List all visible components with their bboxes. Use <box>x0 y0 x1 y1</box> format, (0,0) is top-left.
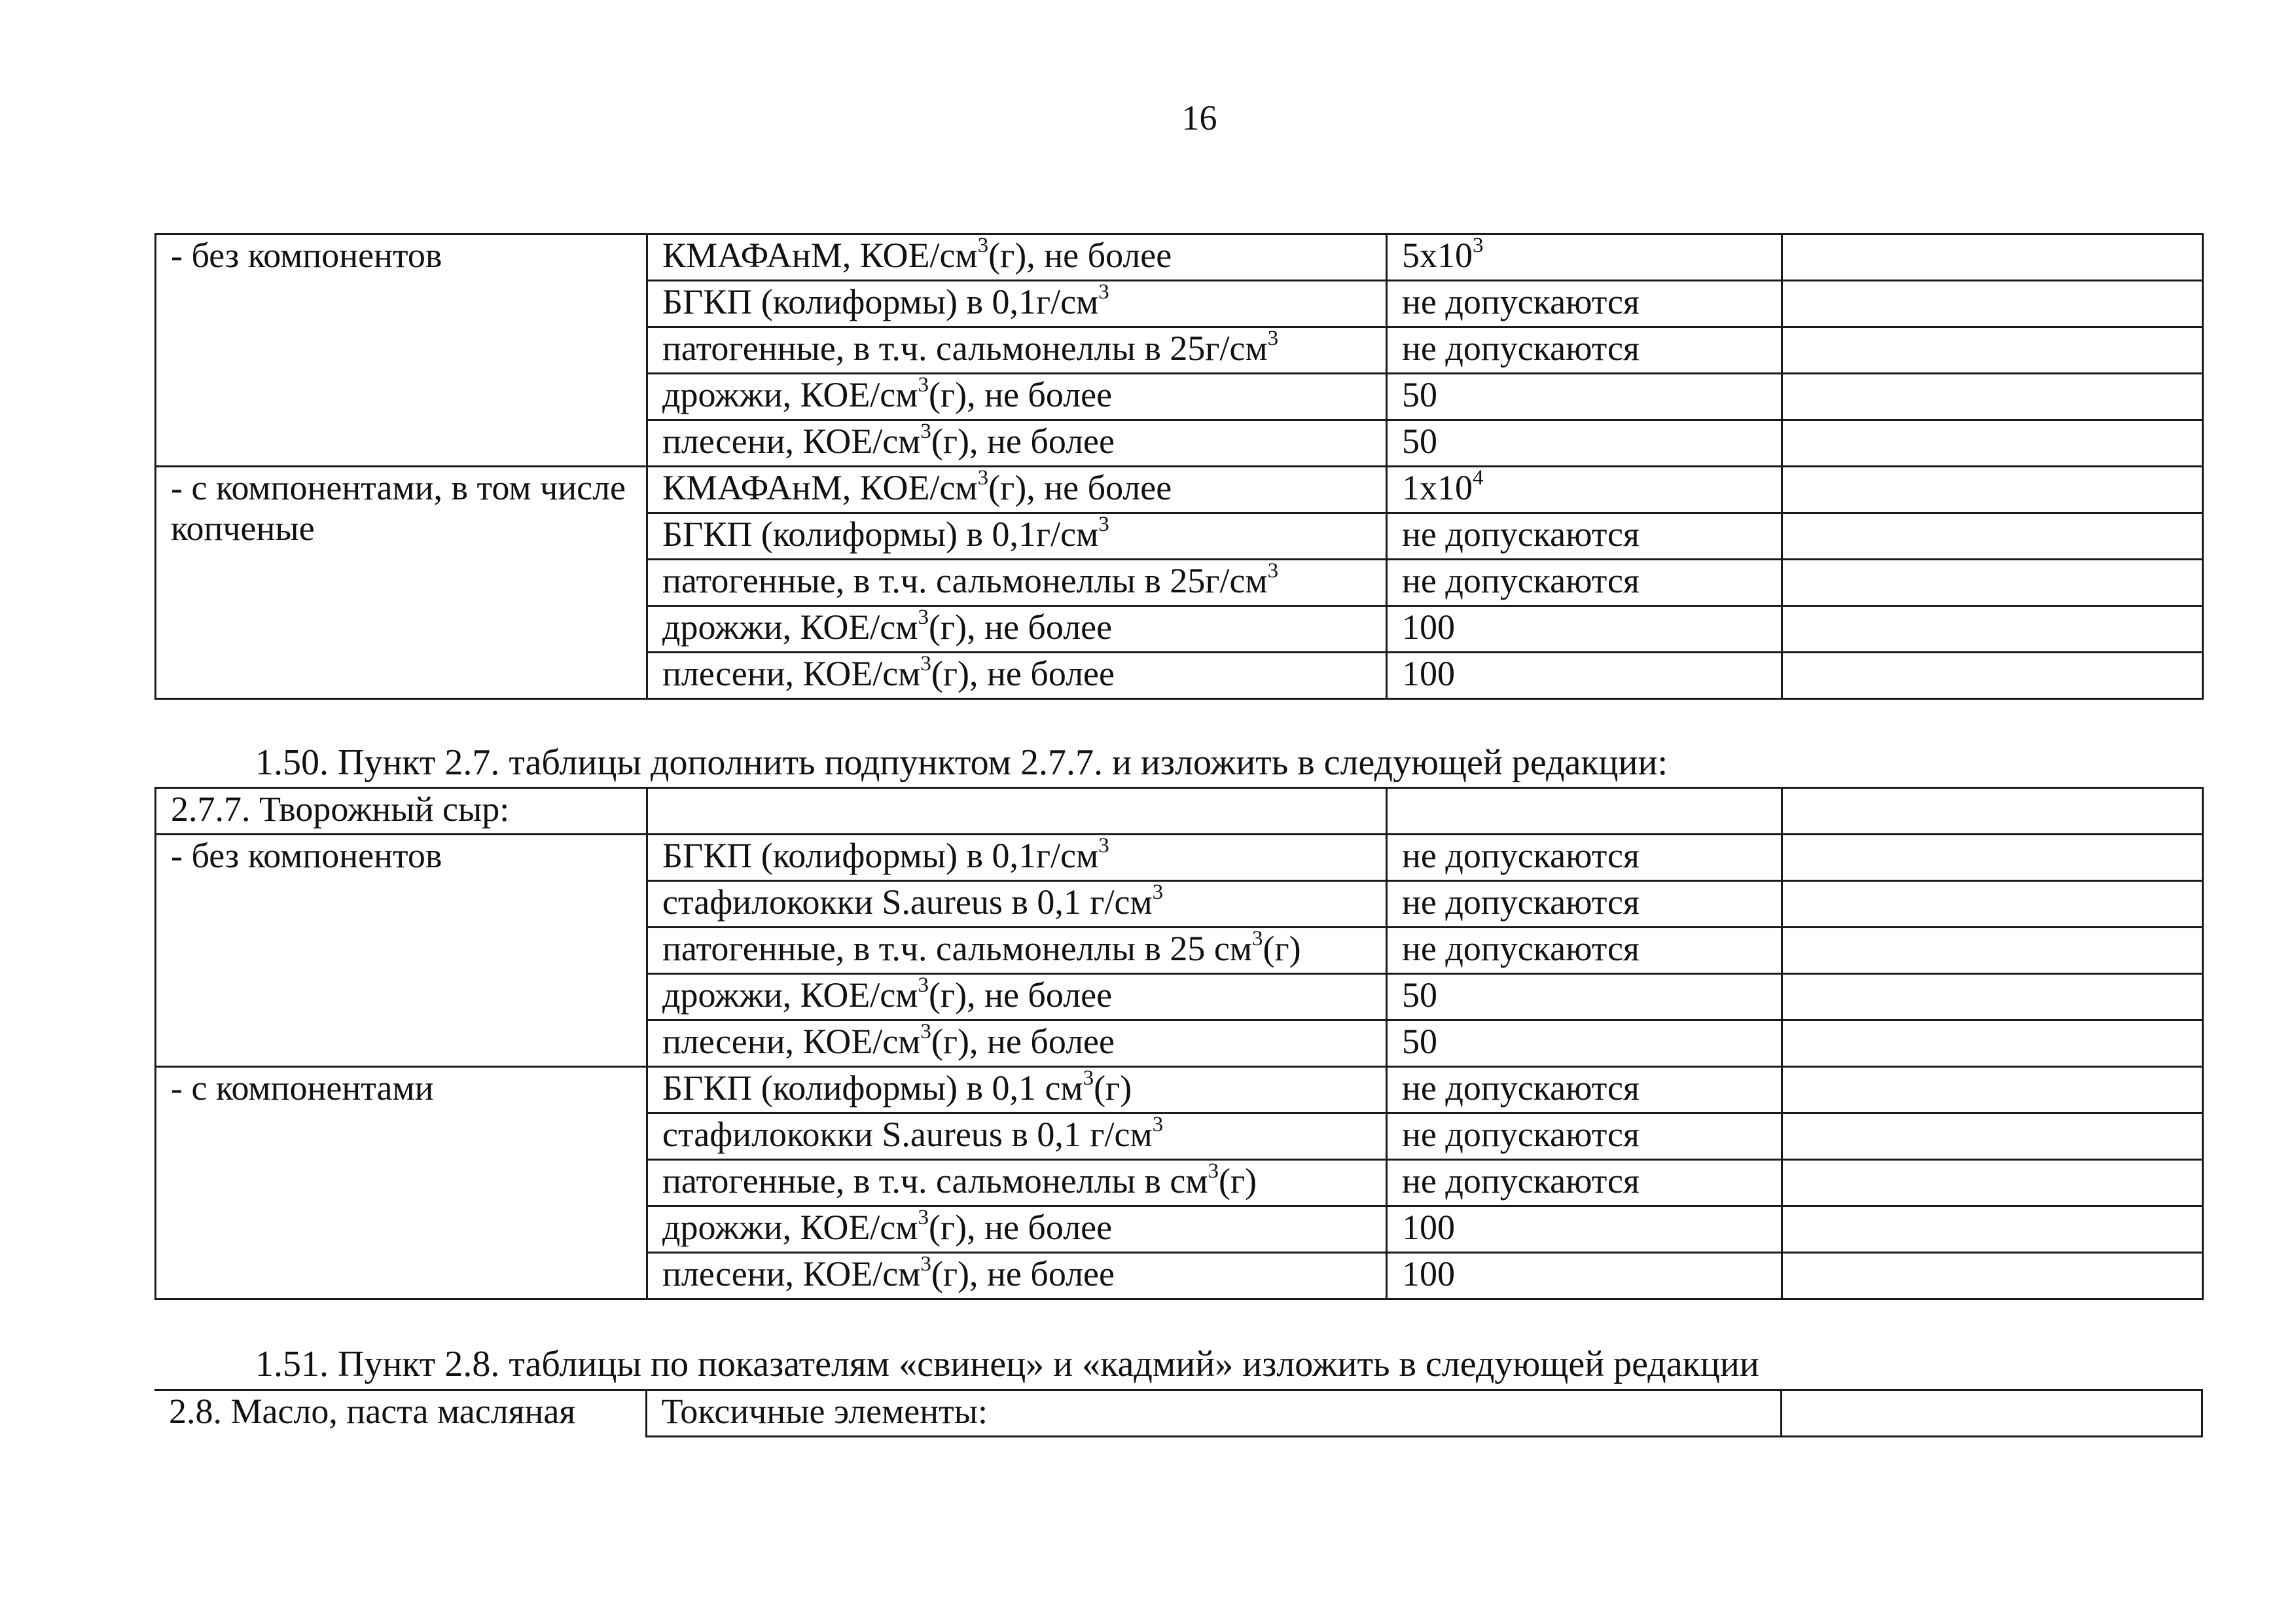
empty-cell <box>1782 835 2203 881</box>
indicator-superscript: 3 <box>1252 927 1263 950</box>
indicator-tail: (г), не более <box>931 1022 1115 1061</box>
value-text: не допускаются <box>1402 561 1640 600</box>
toxic-elements-table <box>154 1389 2203 1437</box>
indicator-cell <box>647 974 1387 1020</box>
indicator-text: плесени, КОЕ/см <box>662 1254 921 1293</box>
value-text: не допускаются <box>1402 929 1640 968</box>
value-superscript: 4 <box>1473 466 1484 490</box>
value-text: 50 <box>1402 1022 1437 1061</box>
indicator-cell <box>647 835 1387 881</box>
category-cell: - с компонентами, в том числе копченые <box>156 467 647 699</box>
indicator-superscript: 3 <box>1267 327 1279 350</box>
indicator-superscript: 3 <box>1267 559 1279 583</box>
value-cell <box>1387 1020 1782 1067</box>
indicator-text: плесени, КОЕ/см <box>662 1022 921 1061</box>
indicator-tail: (г), не более <box>931 1254 1115 1293</box>
empty-cell <box>1782 788 2203 835</box>
instruction-1-50: 1.50. Пункт 2.7. таблицы дополнить подпунктом 2.7.7. и изложить в следующей редакции: <box>255 742 1668 783</box>
value-text: не допускаются <box>1402 882 1640 922</box>
empty-cell <box>1782 234 2203 281</box>
page-number: 16 <box>1181 98 1217 137</box>
indicator-cell <box>647 420 1387 467</box>
indicator-text: дрожжи, КОЕ/см <box>662 975 918 1015</box>
empty-cell <box>1782 467 2203 513</box>
value-cell <box>1387 467 1782 513</box>
empty-cell <box>1782 653 2203 699</box>
value-text: не допускаются <box>1402 514 1640 554</box>
indicator-cell <box>647 1020 1387 1067</box>
value-cell <box>1387 928 1782 974</box>
value-cell <box>1387 1253 1782 1299</box>
empty-cell <box>1781 1390 2202 1437</box>
microbiology-table-cheese <box>154 233 2204 700</box>
empty-cell <box>1782 281 2203 327</box>
table-header-row <box>156 788 2203 835</box>
value-text: не допускаются <box>1402 1161 1640 1200</box>
indicator-tail: (г), не более <box>928 375 1113 414</box>
indicator-cell <box>647 881 1387 928</box>
empty-cell <box>1387 788 1782 835</box>
indicator-tail: (г) <box>1263 929 1301 968</box>
indicator-text: БГКП (колиформы) в 0,1 см <box>662 1068 1083 1108</box>
value-cell <box>1387 974 1782 1020</box>
value-cell <box>1387 606 1782 653</box>
value-text: 50 <box>1402 422 1437 461</box>
table-row <box>154 1390 2202 1437</box>
indicator-superscript: 3 <box>918 1206 929 1229</box>
indicator-text: патогенные, в т.ч. сальмонеллы в 25 см <box>662 929 1252 968</box>
value-text: 50 <box>1402 375 1437 414</box>
instruction-1-51: 1.51. Пункт 2.8. таблицы по показателям «свинец» и «кадмий» изложить в следующей редакции <box>255 1344 1759 1384</box>
indicator-superscript: 3 <box>977 234 989 257</box>
product-cell: 2.8. Масло, паста масляная <box>154 1390 646 1437</box>
category-cell: - без компонентов <box>156 835 647 1067</box>
indicator-cell: Токсичные элементы: <box>646 1390 1781 1437</box>
indicator-cell <box>647 1113 1387 1160</box>
indicator-cell <box>647 653 1387 699</box>
indicator-tail: (г), не более <box>928 975 1113 1015</box>
value-text: не допускаются <box>1402 1068 1640 1108</box>
indicator-cell <box>647 374 1387 420</box>
value-text: 100 <box>1402 1208 1455 1247</box>
table-row <box>156 234 2203 281</box>
indicator-superscript: 3 <box>920 1020 931 1043</box>
value-text: не допускаются <box>1402 282 1640 321</box>
value-text: 100 <box>1402 607 1455 647</box>
indicator-cell <box>647 560 1387 606</box>
category-cell: - без компонентов <box>156 234 647 467</box>
indicator-text: плесени, КОЕ/см <box>662 422 921 461</box>
indicator-text: БГКП (колиформы) в 0,1г/см <box>662 836 1099 875</box>
indicator-superscript: 3 <box>1152 1113 1164 1136</box>
indicator-cell <box>647 1067 1387 1113</box>
indicator-superscript: 3 <box>1208 1159 1219 1183</box>
indicator-tail: (г), не более <box>931 422 1115 461</box>
indicator-tail: (г), не более <box>988 236 1172 275</box>
value-cell <box>1387 1206 1782 1253</box>
indicator-cell <box>647 513 1387 560</box>
value-text: 100 <box>1402 1254 1455 1293</box>
indicator-cell <box>647 928 1387 974</box>
value-cell <box>1387 653 1782 699</box>
empty-cell <box>1782 1206 2203 1253</box>
indicator-text: стафилококки S.aureus в 0,1 г/см <box>662 882 1153 922</box>
indicator-text: БГКП (колиформы) в 0,1г/см <box>662 514 1099 554</box>
indicator-superscript: 3 <box>977 466 989 490</box>
value-cell <box>1387 234 1782 281</box>
empty-cell <box>1782 513 2203 560</box>
indicator-text: дрожжи, КОЕ/см <box>662 607 918 647</box>
indicator-text: дрожжи, КОЕ/см <box>662 375 918 414</box>
indicator-superscript: 3 <box>920 1252 931 1276</box>
indicator-superscript: 3 <box>918 605 929 629</box>
table-row <box>156 835 2203 881</box>
value-cell <box>1387 1160 1782 1206</box>
value-text: 1х10 <box>1402 468 1473 507</box>
indicator-cell <box>647 1160 1387 1206</box>
empty-cell <box>1782 420 2203 467</box>
indicator-cell <box>647 606 1387 653</box>
indicator-tail: (г) <box>1094 1068 1132 1108</box>
indicator-text: КМАФАнМ, КОЕ/см <box>662 468 978 507</box>
indicator-superscript: 3 <box>1098 513 1109 536</box>
empty-cell <box>1782 1020 2203 1067</box>
value-cell <box>1387 881 1782 928</box>
value-cell <box>1387 327 1782 374</box>
indicator-text: дрожжи, КОЕ/см <box>662 1208 918 1247</box>
empty-cell <box>1782 1253 2203 1299</box>
indicator-superscript: 3 <box>920 420 931 443</box>
empty-cell <box>1782 606 2203 653</box>
category-cell: - с компонентами <box>156 1067 647 1299</box>
value-cell <box>1387 513 1782 560</box>
value-text: 100 <box>1402 654 1455 693</box>
value-text: 50 <box>1402 975 1437 1015</box>
indicator-superscript: 3 <box>920 652 931 676</box>
indicator-superscript: 3 <box>1083 1066 1094 1090</box>
indicator-superscript: 3 <box>1098 280 1109 304</box>
indicator-text: патогенные, в т.ч. сальмонеллы в 25г/см <box>662 561 1268 600</box>
value-cell <box>1387 560 1782 606</box>
empty-cell <box>1782 560 2203 606</box>
value-text: не допускаются <box>1402 329 1640 368</box>
indicator-cell <box>647 327 1387 374</box>
table-row <box>156 1067 2203 1113</box>
indicator-tail: (г), не более <box>988 468 1172 507</box>
indicator-tail: (г) <box>1219 1161 1257 1200</box>
indicator-superscript: 3 <box>918 973 929 997</box>
indicator-superscript: 3 <box>1152 880 1164 904</box>
empty-cell <box>647 788 1387 835</box>
indicator-superscript: 3 <box>918 373 929 397</box>
value-text: 5х10 <box>1402 236 1473 275</box>
value-cell <box>1387 281 1782 327</box>
indicator-text: плесени, КОЕ/см <box>662 654 921 693</box>
empty-cell <box>1782 1160 2203 1206</box>
value-superscript: 3 <box>1473 234 1484 257</box>
indicator-text: стафилококки S.aureus в 0,1 г/см <box>662 1115 1153 1154</box>
empty-cell <box>1782 928 2203 974</box>
indicator-cell <box>647 467 1387 513</box>
empty-cell <box>1782 974 2203 1020</box>
empty-cell <box>1782 1113 2203 1160</box>
section-header-cell: 2.7.7. Творожный сыр: <box>156 788 647 835</box>
indicator-tail: (г), не более <box>931 654 1115 693</box>
indicator-superscript: 3 <box>1098 834 1109 857</box>
indicator-cell <box>647 281 1387 327</box>
empty-cell <box>1782 374 2203 420</box>
indicator-text: КМАФАнМ, КОЕ/см <box>662 236 978 275</box>
indicator-tail: (г), не более <box>928 1208 1113 1247</box>
empty-cell <box>1782 881 2203 928</box>
indicator-text: БГКП (колиформы) в 0,1г/см <box>662 282 1099 321</box>
table-row <box>156 467 2203 513</box>
value-cell <box>1387 420 1782 467</box>
indicator-tail: (г), не более <box>928 607 1113 647</box>
indicator-cell <box>647 234 1387 281</box>
value-cell <box>1387 1067 1782 1113</box>
empty-cell <box>1782 1067 2203 1113</box>
value-cell <box>1387 374 1782 420</box>
indicator-text: патогенные, в т.ч. сальмонеллы в 25г/см <box>662 329 1268 368</box>
indicator-cell <box>647 1253 1387 1299</box>
value-text: не допускаются <box>1402 1115 1640 1154</box>
empty-cell <box>1782 327 2203 374</box>
value-cell <box>1387 835 1782 881</box>
value-text: не допускаются <box>1402 836 1640 875</box>
indicator-text: патогенные, в т.ч. сальмонеллы в см <box>662 1161 1208 1200</box>
microbiology-table-cream-cheese <box>154 787 2204 1300</box>
indicator-cell <box>647 1206 1387 1253</box>
value-cell <box>1387 1113 1782 1160</box>
